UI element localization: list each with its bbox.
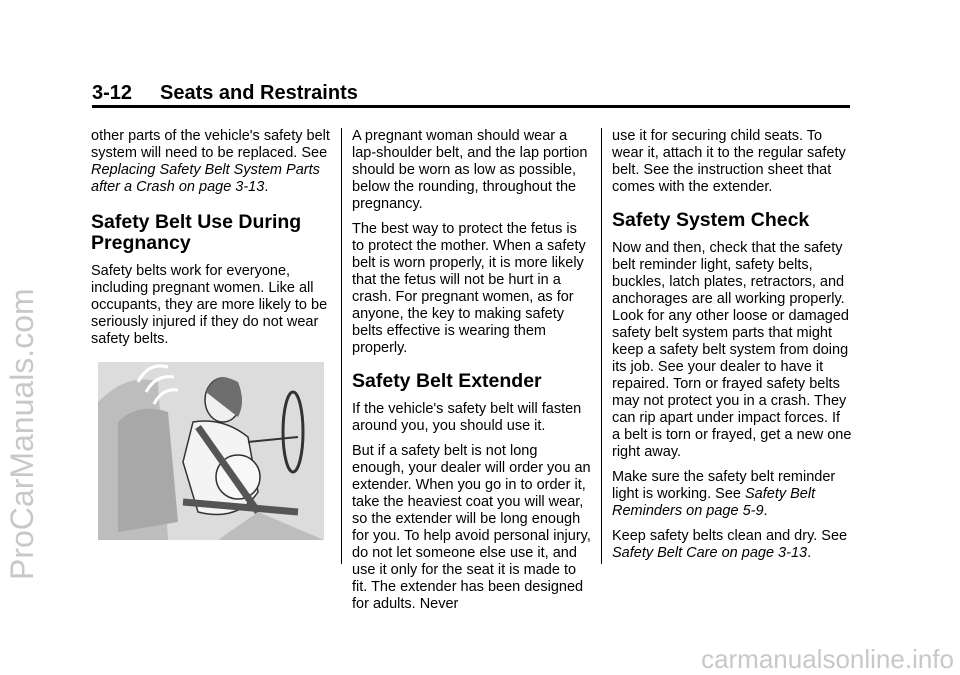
paragraph: The best way to protect the fetus is to protect the mother. When a safety belt is worn properly, it is more likely that the fetus will not be hurt in a crash. For pregnant women, as for anyone, the key to making safety belts effective is wearing them properly. <box>352 221 586 356</box>
header-rule <box>92 105 850 108</box>
paragraph: Make sure the safety belt reminder light is working. See Safety Belt Reminders on page 5-9. <box>612 469 836 519</box>
pregnant-woman-seatbelt-illustration <box>98 362 324 540</box>
column-divider <box>601 128 602 564</box>
heading-system-check: Safety System Check <box>612 209 810 231</box>
paragraph: Now and then, check that the safety belt reminder light, safety belts, buckles, latch plates, retractors, and anchorages are all working properly. Look for any other loose or damaged safety belt system parts that might keep a safety belt system from doing its job. See your dealer to have it repaired. Torn or frayed safety belts may not protect you in a crash. They can rip apart under impact forces. If a belt is torn or frayed, get a new one right away. <box>612 240 852 460</box>
cross-reference-link[interactable]: Safety Belt Care on page 3-13 <box>612 545 808 561</box>
page-number: 3-12 <box>92 82 133 104</box>
paragraph: other parts of the vehicle's safety belt system will need to be replaced. See Replacing Safety Belt System Parts after a Crash on page 3-13. <box>91 128 330 195</box>
cross-reference-link[interactable]: Safety Belt Reminders on page 5-9 <box>612 486 816 519</box>
column-3 <box>612 128 852 570</box>
paragraph: Safety belts work for everyone, including pregnant women. Like all occupants, they are more likely to be seriously injured if they do not wear safety belts. <box>91 263 328 347</box>
cross-reference-link[interactable]: Replacing Safety Belt System Parts after a Crash on page 3-13 <box>91 162 320 195</box>
footer-watermark: carmanualsonline.info <box>701 644 954 674</box>
section-title: Seats and Restraints <box>160 82 358 104</box>
paragraph: A pregnant woman should wear a lap-shoulder belt, and the lap portion should be worn as low as possible, below the rounding, throughout the pregnancy. <box>352 128 588 212</box>
page-header <box>92 82 358 105</box>
column-1 <box>91 128 331 356</box>
column-2 <box>352 128 592 621</box>
column-divider <box>341 128 342 564</box>
paragraph: use it for securing child seats. To wear it, attach it to the regular safety belt. See the instruction sheet that comes with the extender. <box>612 128 846 195</box>
paragraph: But if a safety belt is not long enough, your dealer will order you an extender. When you go in to order it, take the heaviest coat you will wear, so the extender will be long enough for you. To help avoid personal injury, do not let someone else use it, and use it only for the seat it is made to fit. The extender has been designed for adults. Never <box>352 443 591 612</box>
side-watermark: ProCarManuals.com <box>4 288 40 580</box>
paragraph: Keep safety belts clean and dry. See Safety Belt Care on page 3-13. <box>612 528 848 561</box>
paragraph: If the vehicle's safety belt will fasten around you, you should use it. <box>352 401 582 434</box>
heading-pregnancy: Safety Belt Use During Pregnancy <box>91 211 302 254</box>
heading-belt-extender: Safety Belt Extender <box>352 370 542 392</box>
